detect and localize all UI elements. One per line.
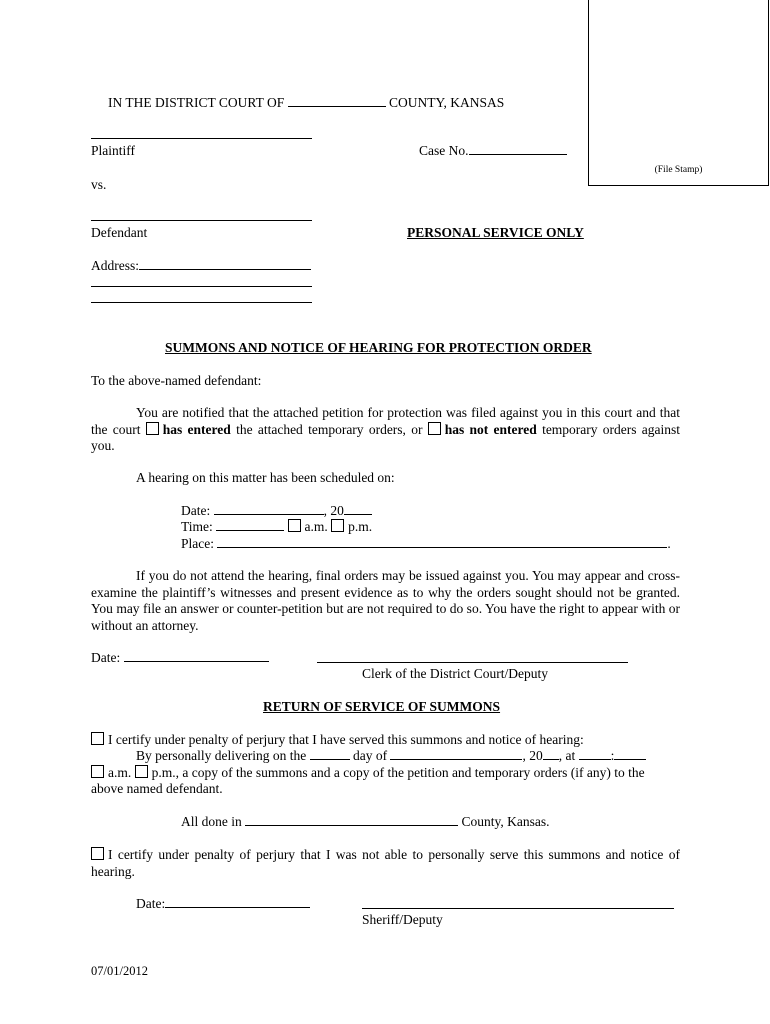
delivery-pm-checkbox[interactable] (135, 765, 148, 778)
hearing-intro: A hearing on this matter has been scheduled on: (136, 470, 395, 485)
has-entered-checkbox[interactable] (146, 422, 159, 435)
salutation: To the above-named defendant: (91, 373, 262, 388)
file-stamp-box (588, 0, 769, 186)
clerk-date-label: Date: (91, 650, 121, 665)
personal-service-only: PERSONAL SERVICE ONLY (407, 225, 584, 240)
delivery-minute-field[interactable] (614, 748, 646, 760)
delivering-text: By personally delivering on the (136, 748, 307, 763)
clerk-signature-field[interactable] (317, 662, 628, 663)
address-row (91, 258, 311, 274)
delivery-year-prefix: , 20 (522, 748, 543, 763)
court-heading (108, 95, 504, 111)
hearing-place-row: Place: . (181, 536, 671, 551)
file-stamp-label: (File Stamp) (654, 165, 703, 175)
hearing-am-label: a.m. (304, 519, 328, 534)
county-kansas-label: County, Kansas. (461, 814, 550, 829)
hearing-date-label: Date: (181, 503, 211, 518)
court-suffix: COUNTY, KANSAS (388, 95, 505, 110)
hearing-time-label: Time: (181, 519, 213, 534)
vs-label: vs. (91, 177, 107, 192)
county-name-field[interactable] (288, 95, 386, 107)
at-text: , at (558, 748, 576, 763)
notice-text-2: the attached temporary orders, or (236, 421, 423, 437)
all-done-row (181, 814, 550, 830)
time-colon: : (610, 748, 615, 763)
case-number-field[interactable] (469, 143, 567, 155)
court-prefix: IN THE DISTRICT COURT OF (108, 95, 285, 110)
has-not-entered-checkbox[interactable] (428, 422, 441, 435)
form-date: 07/01/2012 (91, 964, 148, 978)
has-not-entered-label: has not entered (444, 421, 537, 437)
notice-text-1: You are notified that the attached petition for protection was filed against you in this court and that the court (91, 405, 680, 437)
has-entered-label: has entered (162, 421, 231, 437)
day-of-text: day of (352, 748, 388, 763)
case-no-label: Case No. (419, 143, 469, 158)
sheriff-date-row (136, 896, 310, 912)
plaintiff-name-field[interactable] (91, 138, 312, 139)
delivery-am-checkbox[interactable] (91, 765, 104, 778)
clerk-date-row (91, 650, 269, 666)
return-title: RETURN OF SERVICE OF SUMMONS (263, 699, 501, 714)
sheriff-date-field[interactable] (165, 896, 310, 908)
certify-served-row (91, 732, 584, 748)
hearing-place-field[interactable] (217, 536, 667, 548)
delivery-am-label: a.m. (108, 765, 132, 780)
clerk-date-field[interactable] (124, 650, 269, 662)
service-county-field[interactable] (245, 814, 458, 826)
delivery-hour-field[interactable] (579, 748, 611, 760)
all-done-label: All done in (181, 814, 242, 829)
hearing-am-checkbox[interactable] (288, 519, 301, 532)
hearing-pm-label: p.m. (348, 519, 373, 534)
defendant-name-field[interactable] (91, 220, 312, 221)
not-served-paragraph (91, 847, 680, 880)
hearing-date-row (181, 503, 372, 519)
delivery-day-field[interactable] (310, 748, 350, 760)
hearing-year-field[interactable] (344, 503, 372, 515)
hearing-pm-checkbox[interactable] (331, 519, 344, 532)
address-label: Address: (91, 258, 139, 273)
above-named-text: above named defendant. (91, 781, 223, 796)
sheriff-signature-field[interactable] (362, 908, 674, 909)
defendant-label: Defendant (91, 225, 148, 240)
certify-not-served-checkbox[interactable] (91, 847, 104, 860)
address-line-2-field[interactable] (91, 286, 312, 287)
hearing-year-prefix: , 20 (323, 503, 344, 518)
clerk-label: Clerk of the District Court/Deputy (362, 666, 548, 681)
hearing-place-label: Place: (181, 536, 214, 551)
certify-served-checkbox[interactable] (91, 732, 104, 745)
delivery-month-field[interactable] (390, 748, 522, 760)
delivery-year-field[interactable] (543, 748, 559, 760)
hearing-time-row (181, 519, 372, 535)
address-line-3-field[interactable] (91, 302, 312, 303)
certify-not-served-text: I certify under penalty of perjury that I was not able to personally serve this summons and notice of hearing. (91, 847, 680, 879)
hearing-time-field[interactable] (216, 519, 284, 531)
hearing-date-field[interactable] (214, 503, 324, 515)
notice-text-3: temporary orders against you. (91, 421, 681, 453)
notice-paragraph (91, 405, 680, 455)
certify-served-text: I certify under penalty of perjury that I have served this summons and notice of hearing: (108, 732, 584, 747)
summons-title: SUMMONS AND NOTICE OF HEARING FOR PROTECTION ORDER (165, 340, 592, 355)
case-number (419, 143, 567, 159)
warning-paragraph: If you do not attend the hearing, final orders may be issued against you. You may appear and cross-examine the plaintiff’s witnesses and present evidence as to why the orders sought should not be granted. You may file an answer or counter-petition but are not required to do so. You have the right to appear with or without an attorney. (91, 568, 680, 633)
delivery-row (136, 748, 646, 764)
delivery-pm-copy-text: p.m., a copy of the summons and a copy of the petition and temporary orders (if any) to the (151, 765, 645, 780)
address-line-1-field[interactable] (139, 258, 311, 270)
sheriff-date-label: Date: (136, 896, 166, 911)
sheriff-label: Sheriff/Deputy (362, 912, 443, 927)
delivery-ampm-row (91, 765, 645, 781)
plaintiff-label: Plaintiff (91, 143, 136, 158)
